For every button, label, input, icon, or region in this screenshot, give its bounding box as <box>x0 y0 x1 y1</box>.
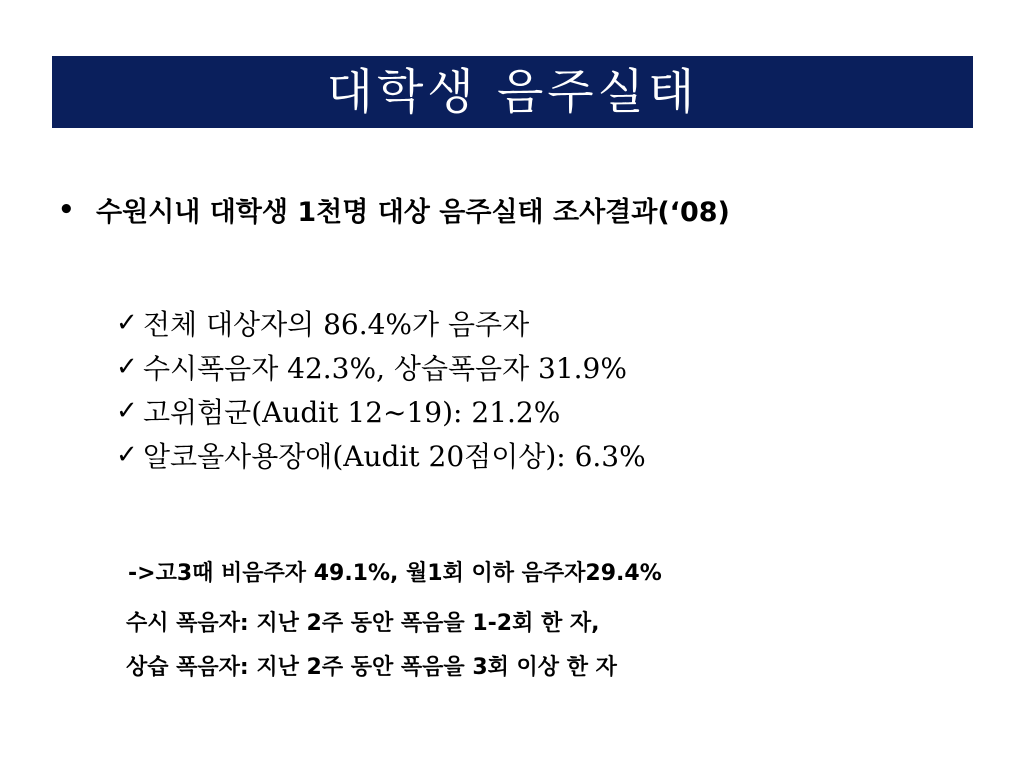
main-bullet <box>58 190 730 229</box>
definition-note-1: 수시 폭음자: 지난 2주 동안 폭음을 1-2회 한 자, <box>126 611 600 636</box>
check-item <box>116 433 646 477</box>
check-list <box>116 301 646 477</box>
title-bar <box>52 56 973 128</box>
bullet-dot-icon: • <box>58 194 75 225</box>
check-item <box>116 389 646 433</box>
check-icon: ✓ <box>116 308 138 338</box>
check-item <box>116 345 646 389</box>
main-bullet-text: 수원시내 대학생 1천명 대상 음주실태 조사결과(‘08) <box>96 197 730 228</box>
check-icon: ✓ <box>116 396 138 426</box>
check-item-text: 고위험군(Audit 12~19): 21.2% <box>143 396 561 429</box>
check-icon: ✓ <box>116 352 138 382</box>
check-item-text: 알코올사용장애(Audit 20점이상): 6.3% <box>143 440 646 473</box>
check-item <box>116 301 646 345</box>
check-item-text: 수시폭음자 42.3%, 상습폭음자 31.9% <box>143 352 627 385</box>
definition-note-2: 상습 폭음자: 지난 2주 동안 폭음을 3회 이상 한 자 <box>126 655 617 680</box>
arrow-note: ->고3때 비음주자 49.1%, 월1회 이하 음주자29.4% <box>128 561 662 586</box>
slide-title: 대학생 음주실태 <box>326 64 699 120</box>
check-item-text: 전체 대상자의 86.4%가 음주자 <box>143 308 530 341</box>
check-icon: ✓ <box>116 440 138 470</box>
